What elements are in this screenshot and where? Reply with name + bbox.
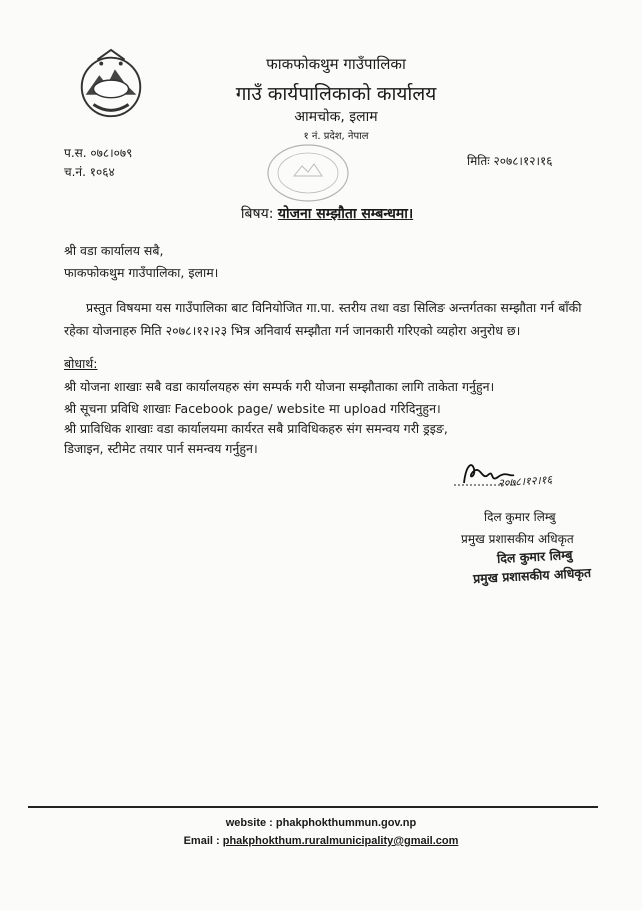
reference-number: प.स. ०७८।०७९ [64,146,133,160]
cc-item-technical: श्री प्राविधिक शाखाः वडा कार्यालयमा कार्यरत सबै प्राविधिकहरु संग समन्वय गरी ड्रइङ, [64,421,448,436]
office-stamp-icon [262,140,354,206]
cc-heading: बोधार्थ: [64,356,98,371]
signature-date: २०७८।१२।१६ [497,473,553,490]
dispatch-number: च.नं. १०६४ [64,165,115,179]
municipality-name: फाकफोकथुम गाउँपालिका [266,55,406,73]
subject-label: बिषय: [240,206,274,222]
office-name: गाउँ कार्यपालिकाको कार्यालय [235,83,437,105]
stamp-name: दिल कुमार लिम्बु [496,547,573,566]
letter-date: मितिः २०७८।१२।१६ [467,154,553,168]
footer-website [0,817,642,829]
body-paragraph: प्रस्तुत विषयमा यस गाउँपालिका बाट विनियोजित गा.पा. स्तरीय तथा वडा सिलिङ अन्तर्गतका सम्झौता गर्न बाँकी रहेका योजनाहरु मिति २०७८।१२।२३ भित्र अनिवार्य सम्झौता गर्न जानकारी गरिएको व्यहोरा अनुरोध छ। [64,300,582,338]
signatory-name: दिल कुमार लिम्बु [484,510,556,524]
email-link[interactable]: phakphokthum.ruralmunicipality@gmail.com [222,835,459,847]
cc-item-technical-cont: डिजाइन, स्टीमेट तयार पार्न समन्वय गर्नुहुन। [64,441,258,456]
footer-divider [28,806,598,808]
province-line: १ नं. प्रदेश, नेपाल [303,131,369,142]
stamp-title: प्रमुख प्रशासकीय अधिकृत [472,564,592,587]
signatory-title: प्रमुख प्रशासकीय अधिकृत [461,532,574,546]
subject-line [0,204,642,223]
office-address: आमचोक, इलाम [294,109,378,125]
cc-item-planning: श्री योजना शाखाः सबै वडा कार्यालयहरु संग सम्पर्क गरी योजना सम्झौताका लागि ताकेता गर्नुहुन। [64,379,495,394]
footer-email [0,835,642,847]
cc-item-it: श्री सूचना प्रविधि शाखाः Facebook page/ website मा upload गरिदिनुहुन। [64,401,441,416]
recipient-line-2: फाकफोकथुम गाउँपालिका, इलाम। [64,265,219,280]
website-link[interactable]: phakphokthummun.gov.np [275,817,417,829]
website-label: website : [225,817,273,829]
email-label: Email : [183,835,220,847]
recipient-line-1: श्री वडा कार्यालय सबै, [64,243,164,258]
subject-text: योजना सम्झौता सम्बन्धमा। [277,206,414,222]
